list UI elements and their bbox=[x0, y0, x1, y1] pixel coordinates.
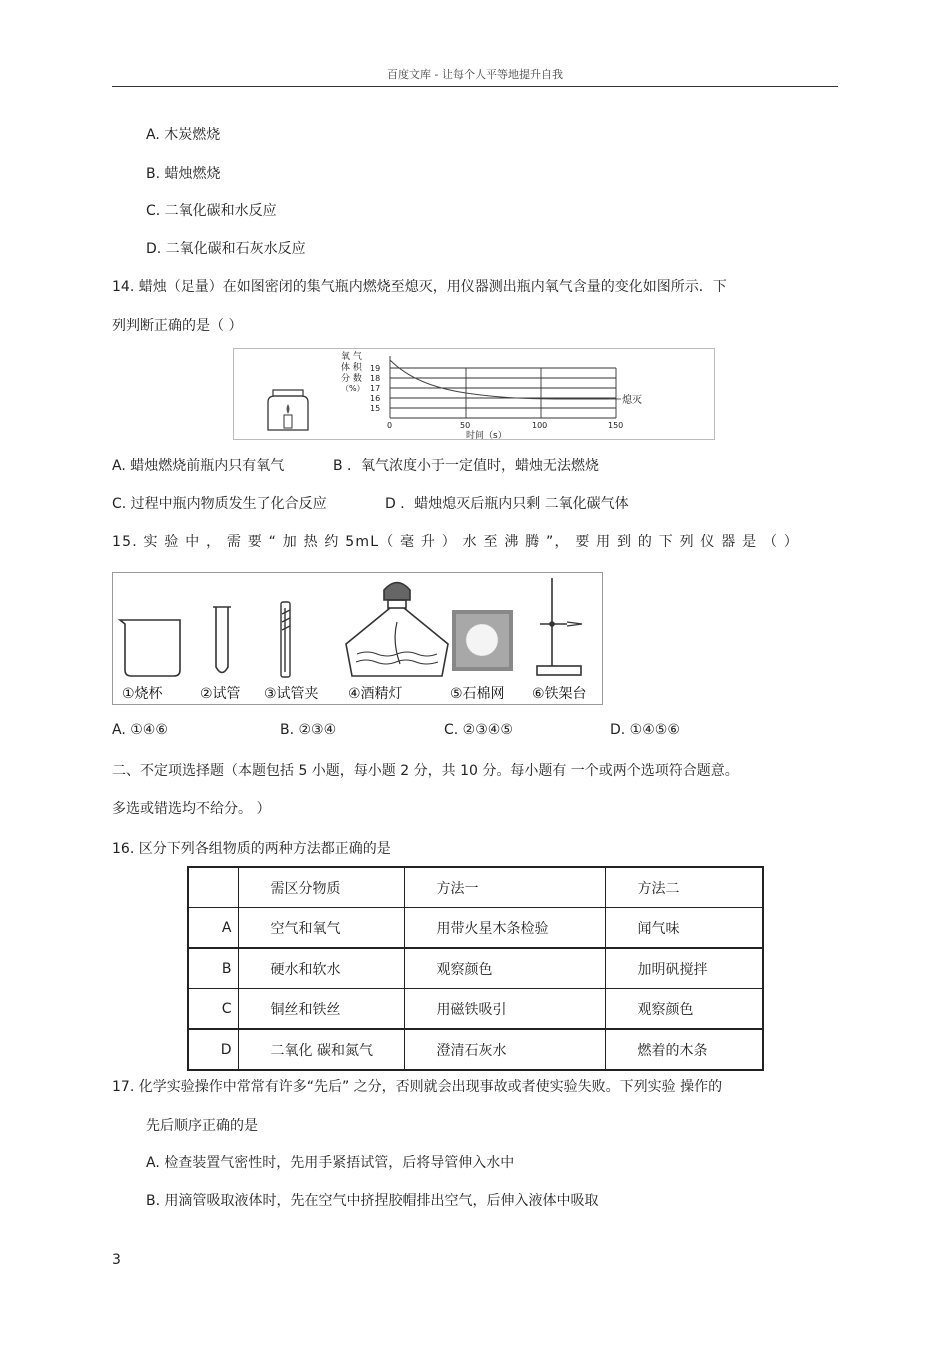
table-cell: D bbox=[188, 1029, 238, 1070]
q13-option-c: C. 二氧化碳和水反应 bbox=[146, 203, 277, 219]
table-cell: 闻气味 bbox=[605, 908, 763, 949]
q14-option-d: D ．蜡烛熄灭后瓶内只剩 二氧化碳气体 bbox=[385, 496, 629, 512]
table-cell: 加明矾搅拌 bbox=[605, 948, 763, 989]
table-header-cell: 需区分物质 bbox=[238, 867, 404, 908]
graph-ytick-17: 17 bbox=[370, 384, 381, 393]
table-cell: 空气和氧气 bbox=[238, 908, 404, 949]
q16-stem: 16. 区分下列各组物质的两种方法都正确的是 bbox=[112, 841, 391, 857]
q15-option-b: B. ②③④ bbox=[280, 722, 337, 738]
graph-ytick-19: 19 bbox=[370, 364, 381, 373]
q17-option-b: B. 用滴管吸取液体时，先在空气中挤捏胶帽排出空气，后伸入液体中吸取 bbox=[146, 1193, 599, 1209]
q15-option-c: C. ②③④⑤ bbox=[444, 722, 513, 738]
graph-ylabel-2: 体 积 bbox=[341, 363, 362, 373]
q13-option-b: B. 蜡烛燃烧 bbox=[146, 166, 221, 182]
graph-ylabel-3: 分 数 bbox=[341, 374, 362, 384]
q14-stem-line1: 14. 蜡烛（足量）在如图密闭的集气瓶内燃烧至熄灭，用仪器测出瓶内氧气含量的变化如图所示．下 bbox=[112, 279, 727, 295]
graph-xtick-0: 0 bbox=[387, 421, 393, 430]
graph-annotation: 熄灭 bbox=[622, 395, 642, 406]
figure-border bbox=[113, 573, 603, 705]
table-cell: 用带火星木条检验 bbox=[404, 908, 605, 949]
apparatus-label-iron-stand: ⑥铁架台 bbox=[532, 686, 587, 702]
apparatus-label-gauze: ⑤石棉网 bbox=[450, 686, 505, 702]
q16-table bbox=[187, 866, 764, 1071]
oxygen-graph-figure bbox=[233, 348, 715, 440]
table-cell: 铜丝和铁丝 bbox=[238, 989, 404, 1030]
table-header-cell bbox=[188, 867, 238, 908]
apparatus-label-test-tube: ②试管 bbox=[200, 686, 241, 702]
q15-option-a: A. ①④⑥ bbox=[112, 722, 168, 738]
table-cell: 用磁铁吸引 bbox=[404, 989, 605, 1030]
apparatus-figure bbox=[112, 572, 603, 705]
q17-stem-line1: 17. 化学实验操作中常常有许多“先后” 之分，否则就会出现事故或者使实验失败。下列实验 操作的 bbox=[112, 1079, 723, 1095]
table-cell: 观察颜色 bbox=[605, 989, 763, 1030]
q14-option-a: A. 蜡烛燃烧前瓶内只有氧气 bbox=[112, 458, 285, 474]
q13-option-d: D. 二氧化碳和石灰水反应 bbox=[146, 241, 306, 257]
table-cell: 二氧化 碳和氮气 bbox=[238, 1029, 404, 1070]
table-row bbox=[188, 1029, 763, 1070]
q14-option-b: B ．氧气浓度小于一定值时，蜡烛无法燃烧 bbox=[333, 458, 600, 474]
table-cell: B bbox=[188, 948, 238, 989]
graph-xtick-100: 100 bbox=[532, 421, 548, 430]
graph-ytick-16: 16 bbox=[370, 394, 381, 403]
table-cell: 燃着的木条 bbox=[605, 1029, 763, 1070]
q13-option-a: A. 木炭燃烧 bbox=[146, 127, 221, 143]
q14-stem-line2: 列判断正确的是（ ） bbox=[112, 318, 243, 334]
q14-option-c: C. 过程中瓶内物质发生了化合反应 bbox=[112, 496, 327, 512]
table-header-row bbox=[188, 867, 763, 908]
table-cell: C bbox=[188, 989, 238, 1030]
q17-option-a: A. 检查装置气密性时，先用手紧捂试管，后将导管伸入水中 bbox=[146, 1155, 515, 1171]
q17-stem-line2: 先后顺序正确的是 bbox=[146, 1118, 258, 1134]
page-number: 3 bbox=[112, 1252, 121, 1268]
table-row bbox=[188, 908, 763, 949]
graph-ylabel-1: 氧 气 bbox=[341, 352, 362, 362]
graph-xlabel: 时间（s） bbox=[466, 431, 507, 440]
asbestos-gauze-icon bbox=[452, 610, 513, 671]
graph-xtick-150: 150 bbox=[608, 421, 624, 430]
graph-ylabel-4: （%） bbox=[341, 384, 365, 393]
apparatus-label-alcohol-lamp: ④酒精灯 bbox=[348, 686, 403, 702]
graph-ytick-15: 15 bbox=[370, 404, 381, 413]
table-row bbox=[188, 948, 763, 989]
graph-xtick-50: 50 bbox=[460, 421, 471, 430]
table-cell: 观察颜色 bbox=[404, 948, 605, 989]
table-cell: A bbox=[188, 908, 238, 949]
table-header-cell: 方法一 bbox=[404, 867, 605, 908]
q15-stem: 15. 实 验 中 ， 需 要 “ 加 热 约 5mL（ 毫 升 ） 水 至 沸 腾 ”， 要 用 到 的 下 列 仪 器 是 （ ） bbox=[112, 534, 800, 550]
table-header-cell: 方法二 bbox=[605, 867, 763, 908]
header-rule bbox=[112, 86, 838, 87]
section2-heading-line2: 多选或错选均不给分。 ） bbox=[112, 801, 271, 817]
apparatus-label-beaker: ①烧杯 bbox=[122, 686, 163, 702]
page-header: 百度文库 - 让每个人平等地提升自我 bbox=[387, 68, 563, 81]
section2-heading-line1: 二、不定项选择题（本题包括 5 小题，每小题 2 分，共 10 分。每小题有 一个或两个选项符合题意。 bbox=[112, 763, 739, 779]
graph-ytick-18: 18 bbox=[370, 374, 381, 383]
table-cell: 澄清石灰水 bbox=[404, 1029, 605, 1070]
apparatus-label-clamp: ③试管夹 bbox=[264, 686, 319, 702]
table-cell: 硬水和软水 bbox=[238, 948, 404, 989]
table-row bbox=[188, 989, 763, 1030]
q15-option-d: D. ①④⑤⑥ bbox=[610, 722, 680, 738]
